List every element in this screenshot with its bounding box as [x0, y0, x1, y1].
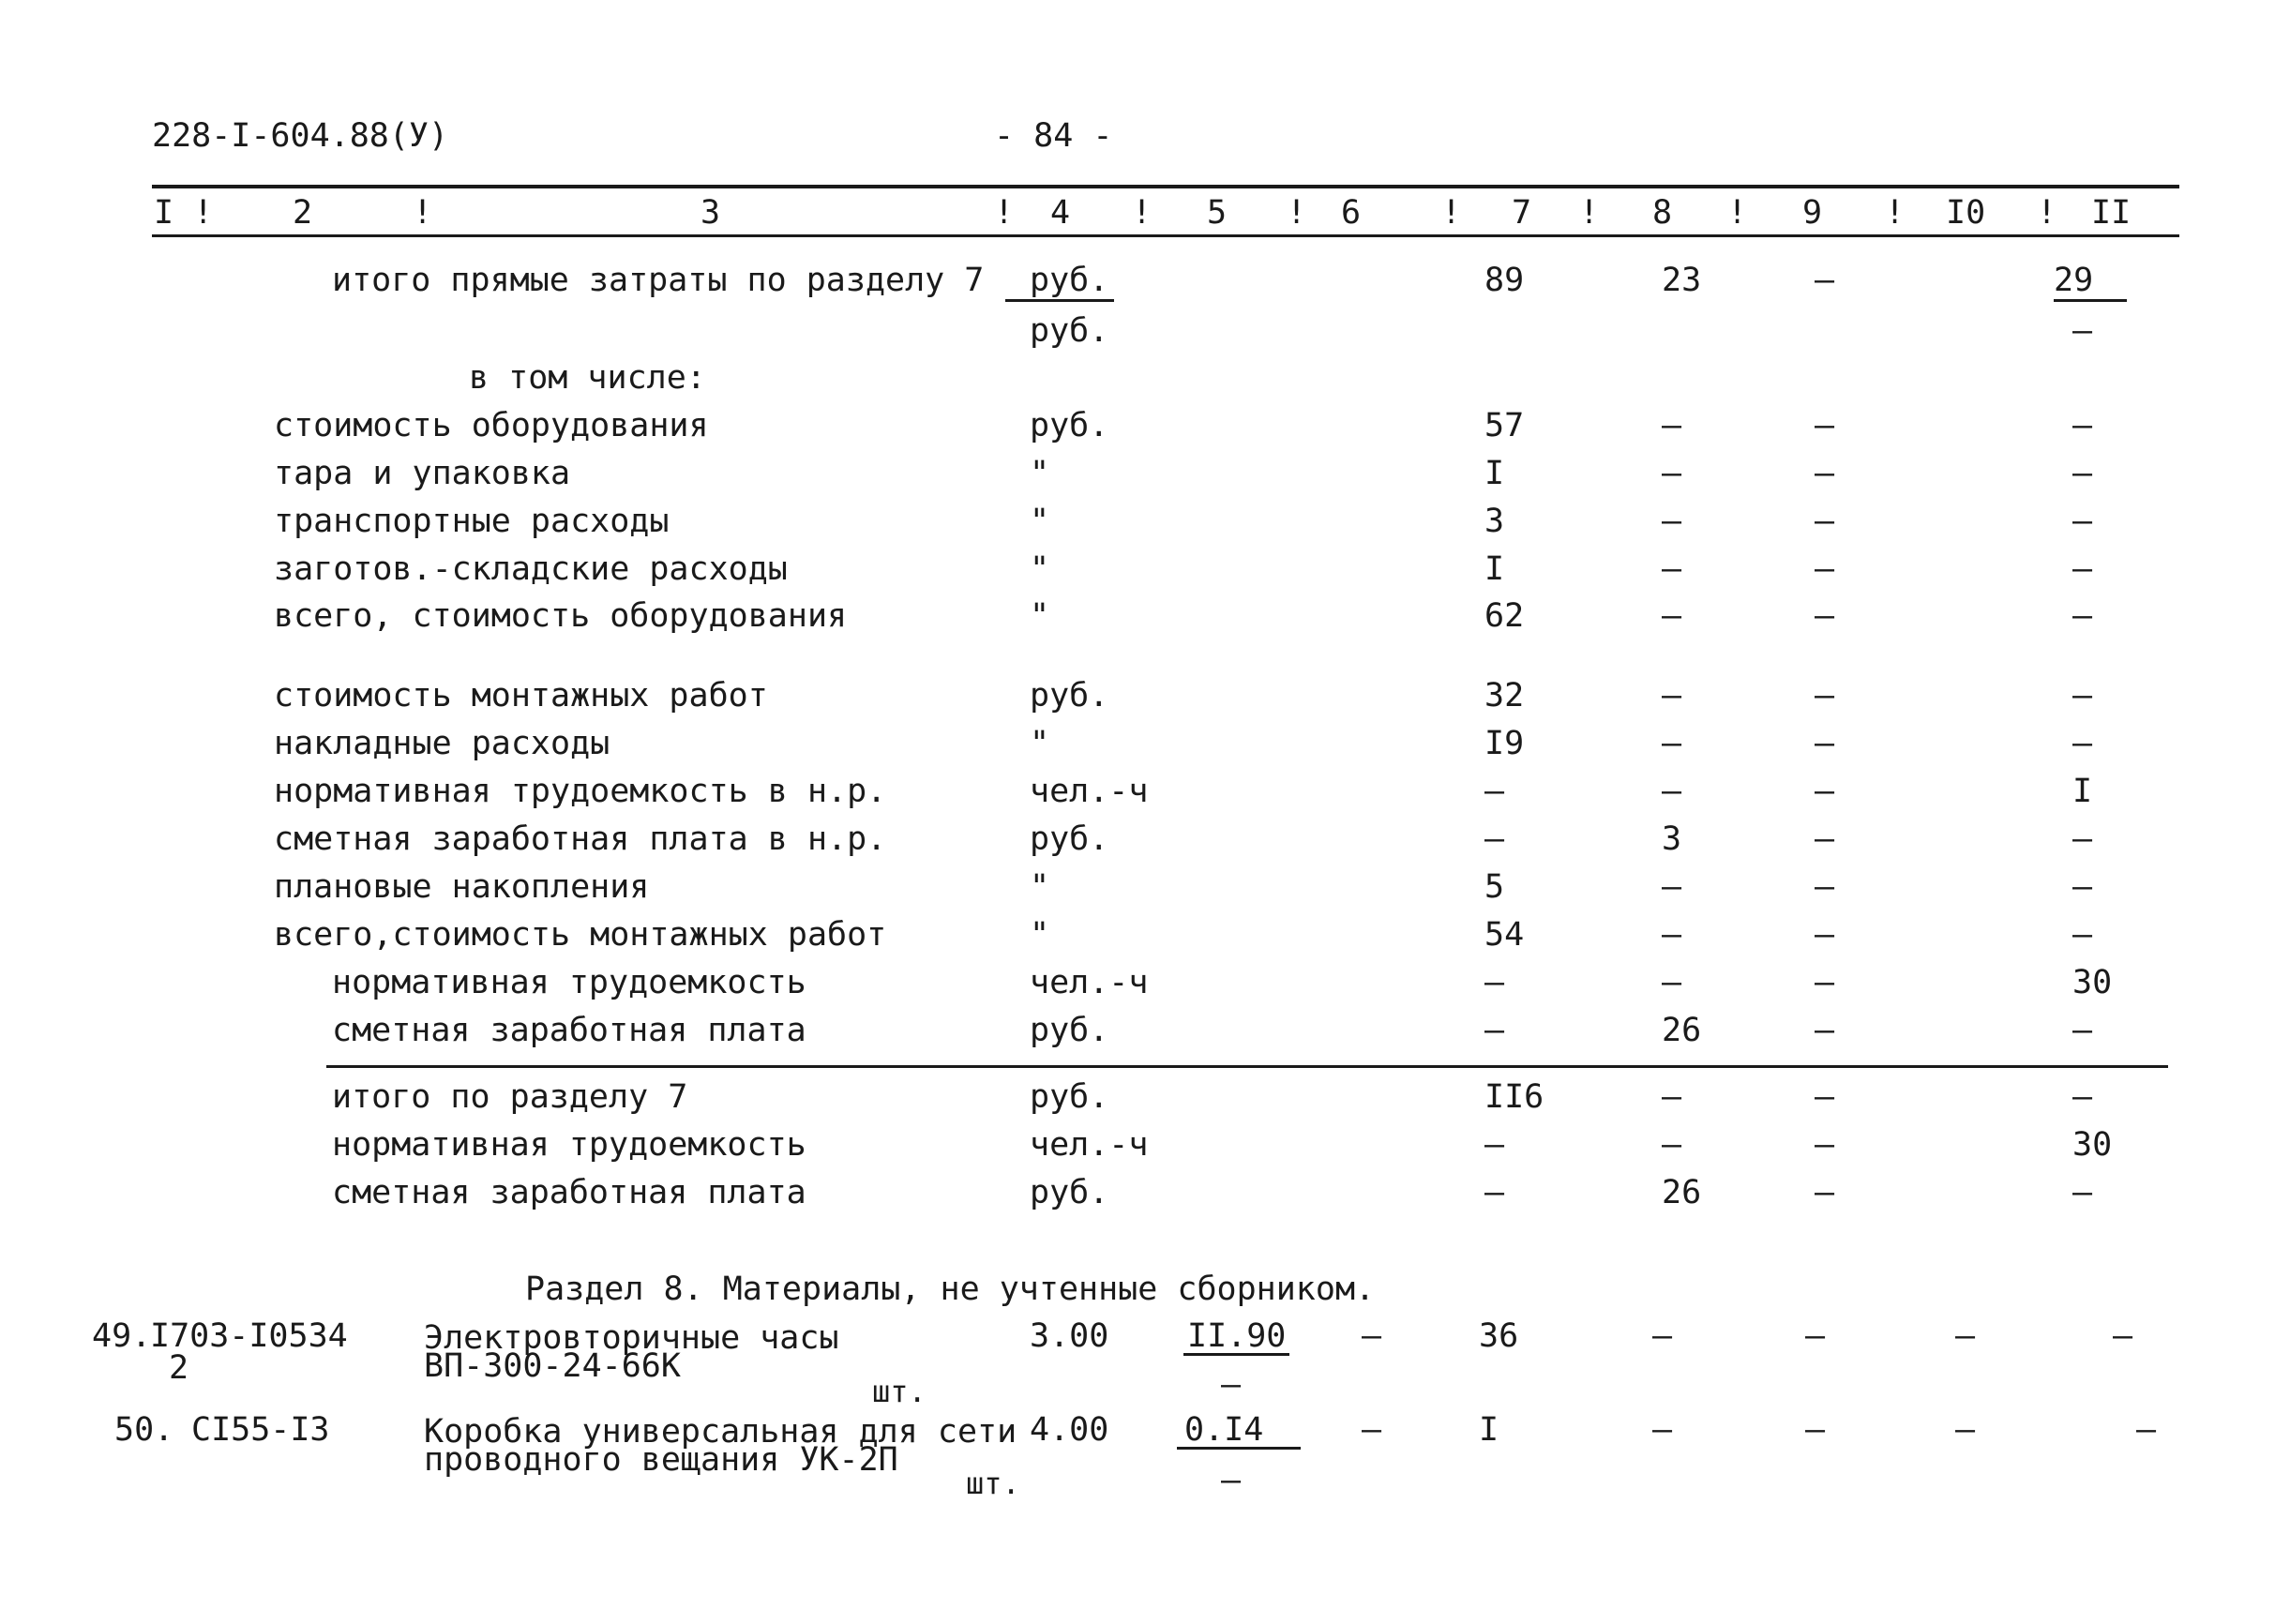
cell-col7: I [1484, 550, 1505, 588]
cell-col8: – [1662, 773, 1682, 810]
table-row [0, 677, 2290, 721]
table-row [0, 455, 2290, 499]
row-unit: чел.-ч [1030, 1126, 1149, 1164]
col-header-7: 7 [1512, 194, 1532, 232]
subtotal-rule [326, 1065, 2168, 1068]
cell-col8: – [1662, 1126, 1682, 1164]
section-title: Раздел 8. Материалы, не учтенные сборником. [525, 1271, 1376, 1308]
col-sep: ! [2037, 194, 2057, 232]
cell-col8: – [1652, 1317, 1673, 1355]
cell-col8: – [1662, 550, 1682, 588]
cell-col11: – [2072, 312, 2093, 350]
row-unit: руб. [1030, 407, 1109, 444]
cell-col8: – [1662, 455, 1682, 492]
subheading-row [0, 359, 2290, 403]
cell-col9: – [1815, 455, 1835, 492]
table-row [0, 1078, 2290, 1122]
cell-col4: 4.00 [1030, 1411, 1109, 1449]
item-number: 49. [92, 1317, 152, 1355]
col-sep: ! [1132, 194, 1153, 232]
table-row [0, 1012, 2290, 1056]
cell-col7: – [1484, 773, 1505, 810]
col-header-4: 4 [1050, 194, 1071, 232]
cell-col7: 32 [1484, 677, 1525, 714]
cell-col9: – [1815, 868, 1835, 906]
cell-col11: 29 [2054, 264, 2127, 302]
row-unit: руб. [1030, 1012, 1109, 1049]
cell-col11: – [2072, 1012, 2093, 1049]
col-sep: ! [994, 194, 1015, 232]
cell-col8: – [1662, 503, 1682, 540]
row-unit: руб. [1005, 264, 1114, 302]
row-unit: " [1030, 455, 1050, 492]
row-unit: " [1030, 550, 1050, 588]
row-unit: чел.-ч [1030, 773, 1149, 810]
cell-col6: – [1362, 1317, 1382, 1355]
row-label: стоимость монтажных работ [274, 677, 768, 714]
item-code: CI55-I3 [191, 1411, 330, 1449]
row-label: транспортные расходы [274, 503, 670, 540]
table-header-bottom-rule [152, 234, 2179, 237]
col-sep: ! [413, 194, 433, 232]
cell-col8: – [1662, 1078, 1682, 1116]
cell-col8: – [1662, 964, 1682, 1001]
row-label: сметная заработная плата в н.р. [274, 820, 887, 858]
cell-col9: – [1805, 1317, 1826, 1355]
cell-col11: 30 [2072, 964, 2113, 1001]
row-label: итого по разделу 7 [332, 1078, 688, 1116]
cell-col11: – [2072, 820, 2093, 858]
cell-col11: – [2072, 597, 2093, 635]
item-code: I703-I0534 [150, 1317, 348, 1355]
table-row [0, 505, 2290, 547]
cell-col8: – [1652, 1411, 1673, 1449]
col-header-10: I0 [1946, 194, 1986, 232]
table-row [0, 264, 2290, 306]
table-row [0, 916, 2290, 960]
cell-col9: – [1815, 677, 1835, 714]
col-header-5: 5 [1207, 194, 1228, 232]
row-label: сметная заработная плата [332, 1174, 806, 1211]
cell-col9: – [1815, 1012, 1835, 1049]
cell-col8: 26 [1662, 1174, 1702, 1211]
document-code: 228-I-604.88(У) [152, 117, 449, 155]
row-label: стоимость оборудования [274, 407, 709, 444]
cell-col7: 89 [1484, 262, 1525, 299]
cell-col9: – [1815, 262, 1835, 299]
row-label: нормативная трудоемкость в н.р. [274, 773, 887, 810]
cell-col11: – [2072, 550, 2093, 588]
col-header-9: 9 [1802, 194, 1823, 232]
item-number: 50. [114, 1411, 174, 1449]
row-label: тара и упаковка [274, 455, 571, 492]
col-header-2: 2 [293, 194, 313, 232]
cell-col11: 30 [2072, 1126, 2113, 1164]
cell-col7: II6 [1484, 1078, 1544, 1116]
cell-col7: – [1484, 820, 1505, 858]
col-sep: ! [1287, 194, 1307, 232]
row-unit: " [1030, 503, 1050, 540]
cell-col11: – [2072, 503, 2093, 540]
row-label: всего,стоимость монтажных работ [274, 916, 887, 954]
cell-col9: – [1815, 916, 1835, 954]
cell-col7: – [1484, 1174, 1505, 1211]
cell-col9: – [1815, 407, 1835, 444]
row-label: сметная заработная плата [332, 1012, 806, 1049]
table-row [0, 725, 2290, 769]
row-label: плановые накопления [274, 868, 650, 906]
col-header-8: 8 [1652, 194, 1673, 232]
cell-col9: – [1815, 503, 1835, 540]
cell-col8: – [1662, 916, 1682, 954]
table-row [0, 1126, 2290, 1170]
cell-col11: I [2072, 773, 2093, 810]
cell-col7: 36 [1479, 1317, 1519, 1355]
cell-col9: – [1815, 773, 1835, 810]
col-sep: ! [1579, 194, 1600, 232]
row-label: всего, стоимость оборудования [274, 597, 848, 635]
cell-col7: 3 [1484, 503, 1505, 540]
cell-col7: 62 [1484, 597, 1525, 635]
cell-col9: – [1815, 964, 1835, 1001]
row-unit: " [1030, 916, 1050, 954]
item-name-line2: проводного вещания УК-2П [424, 1441, 898, 1479]
item-code-sub: 2 [169, 1349, 189, 1387]
item-unit: шт. [966, 1466, 1020, 1501]
col-sep: ! [1727, 194, 1748, 232]
row-label: нормативная трудоемкость [332, 1126, 806, 1164]
row-label: заготов.-складские расходы [274, 550, 788, 588]
row-unit: " [1030, 868, 1050, 906]
cell-col7: – [1484, 1012, 1505, 1049]
cell-col11: – [2072, 916, 2093, 954]
cell-col11: – [2136, 1411, 2157, 1449]
table-row [0, 775, 2290, 817]
cell-col8: – [1662, 597, 1682, 635]
col-header-6: 6 [1341, 194, 1362, 232]
table-row [0, 312, 2290, 356]
cell-col8: – [1662, 868, 1682, 906]
cell-col7: – [1484, 1126, 1505, 1164]
cell-col7: 5 [1484, 868, 1505, 906]
cell-col7: 54 [1484, 916, 1525, 954]
cell-col7: I9 [1484, 725, 1525, 762]
item-unit: шт. [872, 1374, 927, 1409]
cell-col11: – [2072, 455, 2093, 492]
table-top-rule [152, 185, 2179, 188]
row-label: нормативная трудоемкость [332, 964, 806, 1001]
table-row [0, 820, 2290, 865]
row-unit: " [1030, 725, 1050, 762]
cell-col5-sub: – [1221, 1462, 1242, 1499]
row-unit: руб. [1030, 312, 1109, 350]
cell-col11: – [2072, 407, 2093, 444]
row-label: накладные расходы [274, 725, 610, 762]
row-label: итого прямые затраты по разделу 7 [332, 262, 985, 299]
table-row [0, 550, 2290, 594]
cell-col5-sub: – [1221, 1366, 1242, 1404]
cell-col8: – [1662, 407, 1682, 444]
cell-col8: 3 [1662, 820, 1682, 858]
cell-col9: – [1815, 597, 1835, 635]
cell-col11: – [2113, 1317, 2133, 1355]
table-row [0, 407, 2290, 451]
cell-col11: – [2072, 1078, 2093, 1116]
table-row [0, 964, 2290, 1008]
item-name-line2: ВП-300-24-66К [424, 1347, 681, 1385]
cell-col9: – [1815, 550, 1835, 588]
cell-col11: – [2072, 1174, 2093, 1211]
cell-col7: I [1484, 455, 1505, 492]
col-header-1: I ! [154, 194, 214, 232]
row-unit: руб. [1030, 820, 1109, 858]
cell-col9: – [1815, 1078, 1835, 1116]
cell-col10: – [1955, 1317, 1976, 1355]
table-row [0, 868, 2290, 912]
row-unit: " [1030, 597, 1050, 635]
cell-col8: 23 [1662, 262, 1702, 299]
col-sep: ! [1441, 194, 1462, 232]
table-row [0, 1174, 2290, 1218]
col-sep: ! [1885, 194, 1906, 232]
cell-col9: – [1815, 725, 1835, 762]
cell-col9: – [1815, 1126, 1835, 1164]
item-name: Электровторичные часы [424, 1319, 839, 1357]
col-header-11: II [2091, 194, 2132, 232]
row-unit: руб. [1030, 677, 1109, 714]
cell-col11: – [2072, 725, 2093, 762]
cell-col9: – [1815, 820, 1835, 858]
cell-col10: – [1955, 1411, 1976, 1449]
cell-col4: 3.00 [1030, 1317, 1109, 1355]
cell-col11: – [2072, 868, 2093, 906]
cell-col9: – [1805, 1411, 1826, 1449]
cell-col6: – [1362, 1411, 1382, 1449]
cell-col5: II.90 [1183, 1320, 1289, 1356]
cell-col11: – [2072, 677, 2093, 714]
cell-col8: – [1662, 725, 1682, 762]
cell-col8: – [1662, 677, 1682, 714]
including-label: в том числе: [469, 359, 706, 397]
cell-col7: – [1484, 964, 1505, 1001]
cell-col8: 26 [1662, 1012, 1702, 1049]
page-number: - 84 - [994, 117, 1113, 155]
col-header-3: 3 [701, 194, 721, 232]
cell-col7: 57 [1484, 407, 1525, 444]
row-unit: чел.-ч [1030, 964, 1149, 1001]
table-row [0, 597, 2290, 641]
cell-col9: – [1815, 1174, 1835, 1211]
row-unit: руб. [1030, 1078, 1109, 1116]
item-name: Коробка универсальная для сети [424, 1413, 1017, 1451]
cell-col5: 0.I4 [1177, 1414, 1301, 1450]
cell-col7: I [1479, 1411, 1499, 1449]
row-unit: руб. [1030, 1174, 1109, 1211]
